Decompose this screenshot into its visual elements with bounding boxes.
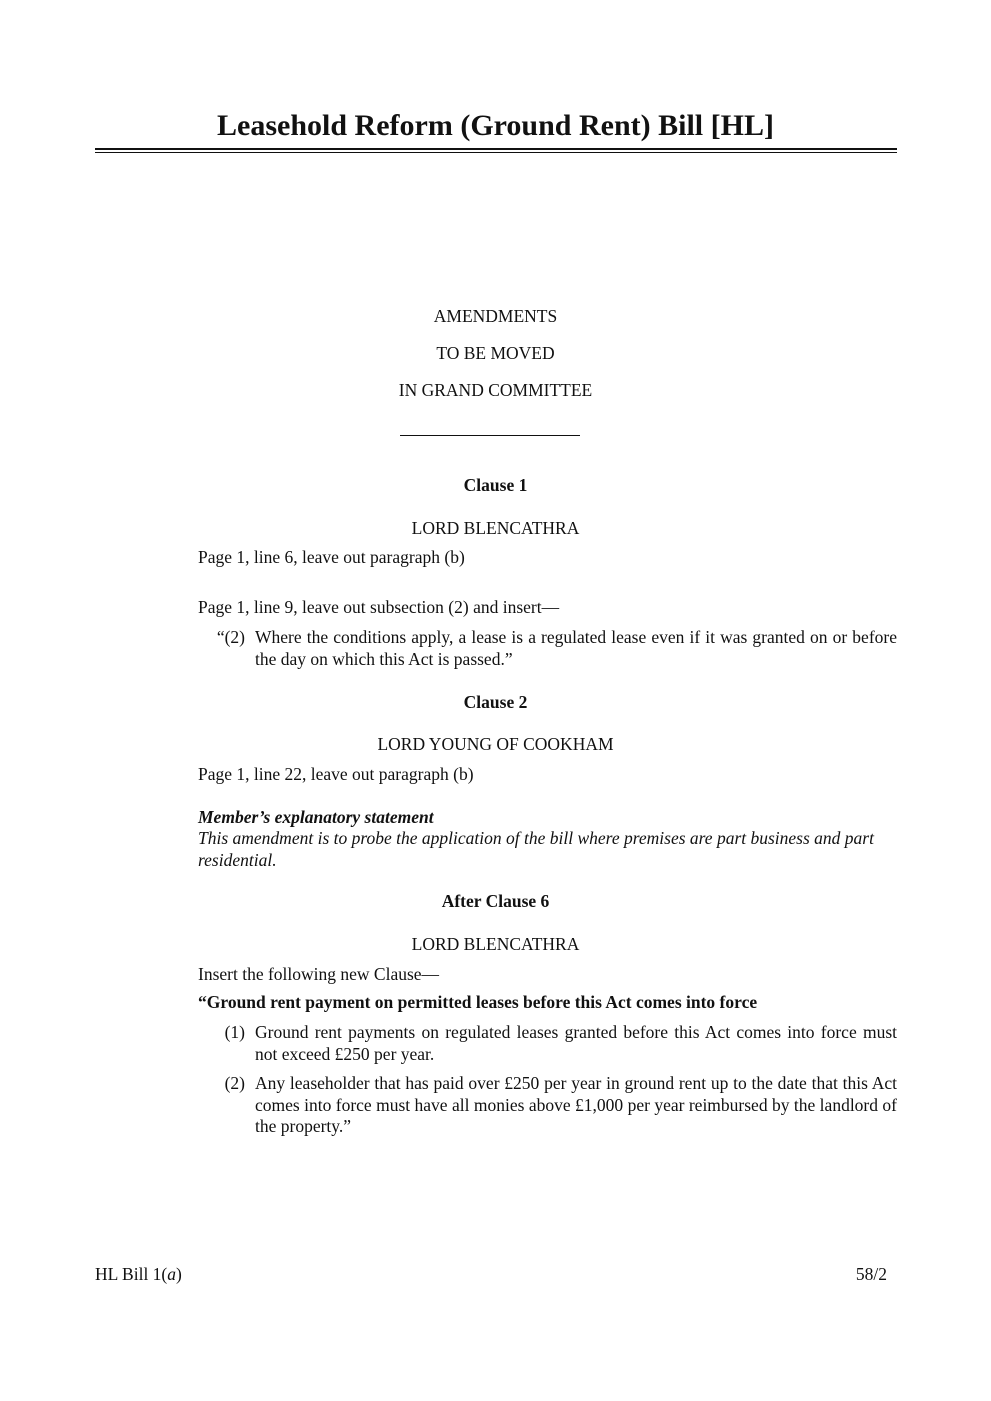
explanatory-statement: This amendment is to probe the application of the bill where premises are part business and part residential. <box>198 828 874 870</box>
subsection-number: (2) <box>224 1073 245 1093</box>
heading-line: IN GRAND COMMITTEE <box>398 380 593 400</box>
bill-title: Leasehold Reform (Ground Rent) Bill [HL] <box>217 109 774 142</box>
heading-line: AMENDMENTS <box>433 306 558 326</box>
bill-number-prefix: HL Bill 1( <box>95 1264 168 1284</box>
amendment-text: Page 1, line 6, leave out paragraph (b) <box>198 547 465 567</box>
separator-rule <box>400 435 580 436</box>
subsection-text: Any leaseholder that has paid over £250 per year in ground rent up to the date that this Act comes into force must have all monies above £1,000 per year reimbursed by the landlord of the property.” <box>255 1073 897 1136</box>
bill-number <box>95 1264 182 1286</box>
subsection-text: Where the conditions apply, a lease is a regulated lease even if it was granted on or before the day on which this Act is passed.” <box>255 627 897 669</box>
heading-line: TO BE MOVED <box>436 343 555 363</box>
clause-heading: Clause 2 <box>463 692 528 712</box>
new-clause-title: “Ground rent payment on permitted leases before this Act comes into force <box>198 992 758 1012</box>
amendment-text: Page 1, line 22, leave out paragraph (b) <box>198 764 474 784</box>
subsection-text: Ground rent payments on regulated leases granted before this Act comes into force must not exceed £250 per year. <box>255 1022 897 1064</box>
member-name: LORD YOUNG OF COOKHAM <box>377 734 614 754</box>
page-reference: 58/2 <box>855 1264 887 1284</box>
member-name: LORD BLENCATHRA <box>411 518 580 538</box>
member-name: LORD BLENCATHRA <box>411 934 580 954</box>
bill-number-suffix: ) <box>176 1264 182 1284</box>
clause-heading: Clause 1 <box>463 475 528 495</box>
amendment-text: Page 1, line 9, leave out subsection (2) and insert— <box>198 597 560 617</box>
title-rule <box>95 148 897 150</box>
title-rule-thin <box>95 152 897 153</box>
amendment-text: Insert the following new Clause— <box>198 964 440 984</box>
bill-number-letter: a <box>167 1264 177 1284</box>
new-clause-subsection <box>198 1073 897 1138</box>
new-clause-subsection <box>198 1022 897 1065</box>
clause-heading: After Clause 6 <box>441 891 550 911</box>
subsection-number: “(2) <box>216 627 245 647</box>
explanatory-statement-label: Member’s explanatory statement <box>198 807 434 827</box>
inserted-subsection <box>198 627 897 670</box>
subsection-number: (1) <box>224 1022 245 1042</box>
